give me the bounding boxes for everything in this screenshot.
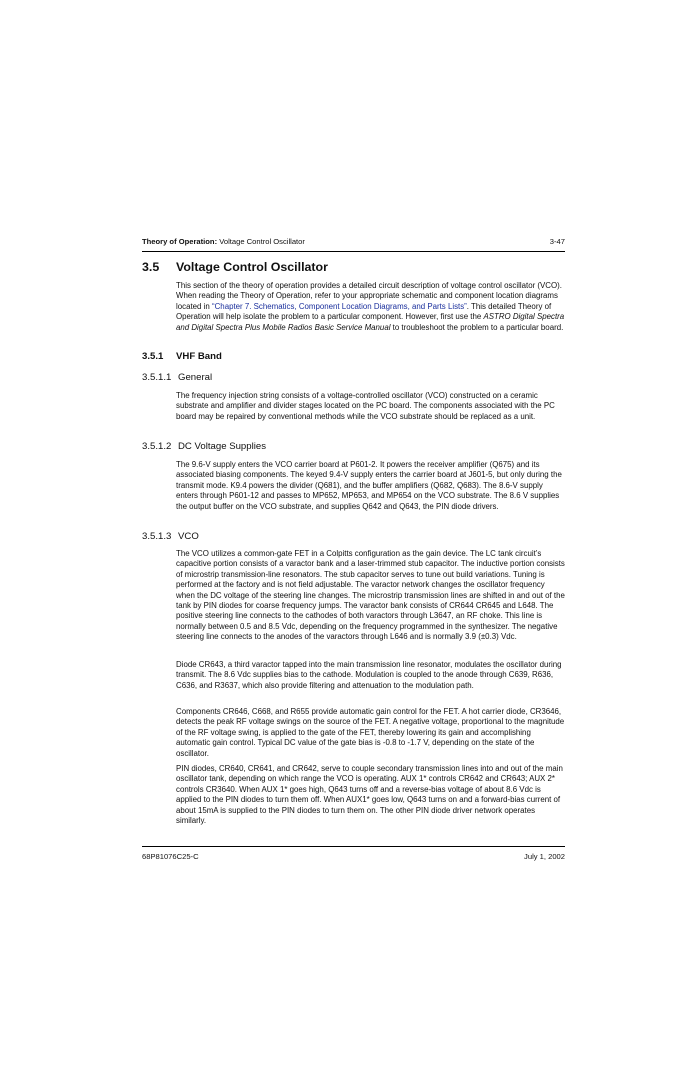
dc-supplies-heading (142, 441, 266, 452)
header-section-title (142, 237, 305, 246)
general-heading (142, 372, 212, 383)
dc-supplies-title: DC Voltage Supplies (178, 441, 266, 452)
vco-heading (142, 531, 199, 542)
vco-paragraph-2: Diode CR643, a third varactor tapped into the main transmission line resonator, modulates the oscillator during transmit. The 8.6 Vdc supplies bias to the cathode. Modulation is coupled to the anode through C639, R636, C636, and R3637, which also provide filtering and attenuation to the modulation path. (176, 660, 562, 690)
header-page-number: 3-47 (549, 237, 565, 246)
chapter7-link[interactable]: “Chapter 7. Schematics, Component Location Diagrams, and Parts Lists” (211, 301, 467, 311)
intro-text-3: to troubleshoot the problem to a particular board. (390, 322, 564, 332)
vco-paragraph-3: Components CR646, C668, and R655 provide automatic gain control for the FET. A hot carrier diode, CR3646, detects the peak RF voltage swings on the source of the FET. A negative voltage, proportional to the magnitude of the RF voltage swing, is applied to the gate of the FET, thereby lowering its gain and accomplishing automatic gain control. Typical DC value of the gate bias is -0.8 to -1.7 V, depending on the state of the oscillator. (176, 707, 565, 758)
footer-rule (142, 846, 565, 847)
general-title: General (178, 372, 213, 383)
header-rule (142, 251, 565, 252)
dc-supplies-number: 3.5.1.2 (142, 441, 172, 452)
subsection-title: VHF Band (176, 351, 222, 362)
header-section-label: Theory of Operation: (142, 237, 218, 246)
general-number: 3.5.1.1 (142, 372, 172, 383)
dc-supplies-paragraph: The 9.6-V supply enters the VCO carrier board at P601-2. It powers the receiver amplifier (Q675) and its associated biasing components. The keyed 9.4-V supply enters the carrier board at J601-5, but only during the transmit mode. K9.4 powers the divider (Q681), and the buffer amplifiers (Q682, Q683). The 8.6-V supply enters through P601-12 and passes to MP652, MP653, and MP654 on the VCO substrate. The 8.6 V supplies the output buffer on the VCO substrate, and supplies Q642 and Q643, the PIN diode drivers. (176, 460, 562, 511)
section-title: Voltage Control Oscillator (176, 260, 328, 274)
subsection-number: 3.5.1 (142, 351, 164, 362)
section-heading (142, 260, 328, 274)
footer-doc-number: 68P81076C25-C (142, 852, 199, 861)
subsection-heading (142, 351, 222, 362)
vco-title: VCO (178, 531, 199, 542)
manual-title: ASTRO Digital Spectra and Digital Spectra Plus Mobile Radios Basic Service Manual (176, 312, 565, 332)
running-footer (142, 852, 565, 861)
section-number: 3.5 (142, 260, 160, 274)
vco-paragraph-1: The VCO utilizes a common-gate FET in a Colpitts configuration as the gain device. The LC tank circuit’s capacitive portion consists of a varactor bank and a laser-trimmed stub capacitor. The inductive portion consists of microstrip transmission-line resonators. The stub capacitor serves to tune out build variations. Tuning is performed at the factory and is not field adjustable. The varactor network changes the oscillator frequency when the DC voltage of the steering line changes. The microstrip transmission lines are shifted in and out of the tank by PIN diodes for coarse frequency jumps. The varactor bank consists of CR644 CR645 and L648. The positive steering line connects to the cathodes of both varactors through L3647, an RF choke. This line is normally between 0.5 and 8.5 Vdc, depending on the frequency programmed in the synthesizer. The negative steering line connects to the anodes of the varactors through L646 and is normally 3.9 (±0.3) Vdc. (176, 549, 565, 642)
general-paragraph: The frequency injection string consists of a voltage-controlled oscillator (VCO) constructed on a ceramic substrate and amplifier and divider stages located on the PC board. The components associated with the PC board may be repaired by conventional methods while the VCO substrate should be replaced as a unit. (176, 391, 555, 421)
section-intro-paragraph (176, 281, 565, 333)
intro-text-2: . This detailed Theory of Operation will help isolate the problem to a particular component. However, first use the (176, 301, 552, 322)
intro-text-1: This section of the theory of operation provides a detailed circuit description of voltage control oscillator (VCO). When reading the Theory of Operation, refer to your appropriate schematic and component location diagrams located in (176, 281, 562, 311)
vco-number: 3.5.1.3 (142, 531, 172, 542)
running-header (142, 237, 565, 246)
footer-date: July 1, 2002 (524, 852, 565, 861)
vco-paragraph-4: PIN diodes, CR640, CR641, and CR642, serve to couple secondary transmission lines into and out of the main oscillator tank, depending on which range the VCO is operating. AUX 1* controls CR642 and CR643; AUX 2* controls CR3640. When AUX 1* goes high, Q643 turns off and a reverse-bias voltage of about 8.6 Vdc is applied to the PIN diodes to turn them off. When AUX1* goes low, Q643 turns on and a forward-bias current of about 15mA is supplied to the PIN diodes to turn them on. The other PIN diode driver network operates similarly. (176, 764, 563, 826)
header-section-name: Voltage Control Oscillator (217, 237, 305, 246)
